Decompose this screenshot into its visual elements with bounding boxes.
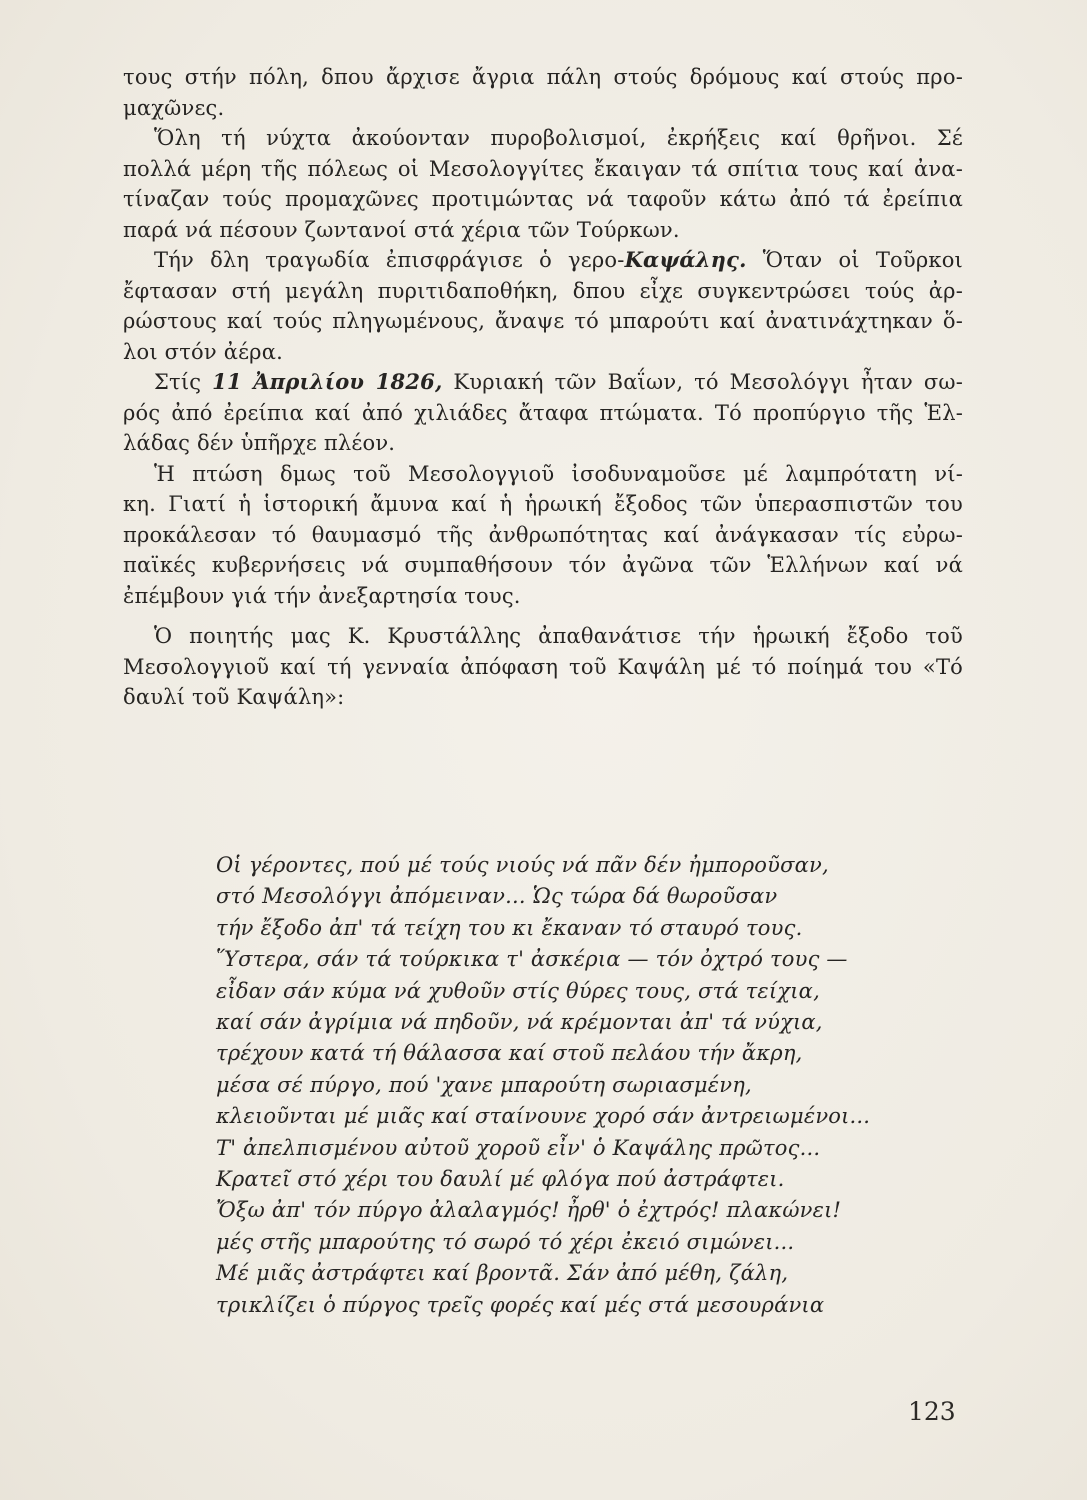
name-emphasis: Καψάλης.	[624, 247, 747, 272]
poem-line: Μέ μιᾶς ἀστράφτει καί βροντᾶ. Σάν ἀπό μέθη, ζάλη,	[216, 1261, 789, 1286]
prose-line: ρώστους καί τούς πληγωμένους, ἄναψε τό μπαρούτι καί ἀνατινάχτηκαν ὅ-	[123, 309, 963, 333]
prose-line: ρός ἀπό ἐρείπια καί ἀπό χιλιάδες ἄταφα πτώματα. Τό προπύργιο τῆς Ἑλ-	[123, 400, 963, 425]
prose-line: μαχῶνες.	[123, 95, 225, 120]
prose-line: προκάλεσαν τό θαυμασμό τῆς ἀνθρωπότητας καί ἀνάγκασαν τίς εὐρω-	[123, 522, 963, 547]
prose-line	[123, 245, 963, 276]
poem	[216, 850, 936, 1321]
poem-line: Κρατεῖ στό χέρι του δαυλί μέ φλόγα πού ἀστράφτει.	[216, 1167, 785, 1192]
text-run: Τήν δλη τραγωδία ἐπισφράγισε ὁ γερο-	[154, 248, 625, 272]
poem-line: καί σάν ἀγρίμια νά πηδοῦν, νά κρέμονται ἀπ' τά νύχια,	[216, 1010, 823, 1035]
page-number: 123	[908, 1397, 956, 1426]
prose-line: κη. Γιατί ἡ ἱστορική ἄμυνα καί ἡ ἡρωική ἔξοδος τῶν ὑπερασπιστῶν του	[123, 492, 963, 516]
prose-line: παρά νά πέσουν ζωντανοί στά χέρια τῶν Τούρκων.	[123, 217, 680, 242]
prose-line	[123, 367, 963, 398]
poem-line: στό Μεσολόγγι ἀπόμειναν... Ὡς τώρα δά θωροῦσαν	[216, 884, 778, 909]
prose-line: Ὁ ποιητής μας Κ. Κρυστάλλης ἀπαθανάτισε τήν ἡρωική ἔξοδο τοῦ	[154, 624, 963, 648]
poem-line: Ὄξω ἀπ' τόν πύργο ἀλαλαγμός! ἦρθ' ὁ ἐχτρός! πλακώνει!	[216, 1198, 842, 1223]
poem-line: εἶδαν σάν κύμα νά χυθοῦν στίς θύρες τους, στά τείχια,	[216, 978, 820, 1003]
poem-line: Οἱ γέροντες, πού μέ τούς νιούς νά πᾶν δέν ἠμποροῦσαν,	[216, 853, 829, 877]
prose-line: λάδας δέν ὑπῆρχε πλέον.	[123, 431, 396, 455]
prose-line: λοι στόν ἀέρα.	[123, 339, 283, 364]
poem-line: τήν ἔξοδο ἀπ' τά τείχη του κι ἔκαναν τό σταυρό τους.	[216, 915, 803, 940]
poem-line: τρέχουν κατά τή θάλασσα καί στοῦ πελάου τήν ἄκρη,	[216, 1041, 803, 1066]
poem-line: μέσα σέ πύργο, πού 'χανε μπαρούτη σωριασμένη,	[216, 1072, 752, 1097]
prose-line: Ὅλη τή νύχτα ἀκούονταν πυροβολισμοί, ἐκρήξεις καί θρῆνοι. Σέ	[154, 126, 963, 150]
text-run: Στίς	[154, 370, 213, 394]
prose-line: ἐπέμβουν γιά τήν ἀνεξαρτησία τους.	[123, 583, 521, 608]
text-run: Ὅταν οἱ Τοῦρκοι	[746, 248, 963, 272]
poem-line: κλειοῦνται μέ μιᾶς καί σταίνουνε χορό σάν ἀντρειωμένοι...	[216, 1104, 871, 1129]
poem-line: Τ' ἀπελπισμένου αὐτοῦ χοροῦ εἶν' ὁ Καψάλης πρῶτος...	[216, 1135, 821, 1160]
poem-line: μές στῆς μπαρούτης τό σωρό τό χέρι ἐκειό σιμώνει...	[216, 1229, 795, 1254]
poem-line: τρικλίζει ὁ πύργος τρεῖς φορές καί μές στά μεσουράνια	[216, 1292, 825, 1317]
prose-line: ἔφτασαν στή μεγάλη πυριτιδαποθήκη, δπου εἶχε συγκεντρώσει τούς ἀρ-	[123, 278, 963, 303]
prose-text	[123, 62, 963, 713]
prose-line: Μεσολογγιοῦ καί τή γενναία ἀπόφαση τοῦ Καψάλη μέ τό ποίημά του «Τό	[123, 654, 963, 679]
date-emphasis: 11 Ἀπριλίου 1826,	[212, 369, 443, 394]
prose-line: δαυλί τοῦ Καψάλη»:	[123, 685, 345, 709]
prose-line: πολλά μέρη τῆς πόλεως οἱ Μεσολογγίτες ἔκαιγαν τά σπίτια τους καί ἀνα-	[123, 156, 963, 181]
prose-line: τίναζαν τούς προμαχῶνες προτιμώντας νά ταφοῦν κάτω ἀπό τά ἐρείπια	[123, 187, 963, 211]
prose-line: Ἡ πτώση δμως τοῦ Μεσολογγιοῦ ἰσοδυναμοῦσε μέ λαμπρότατη νί-	[154, 461, 963, 486]
text-run: Κυριακή τῶν Βαΐων, τό Μεσολόγγι ἦταν σω-	[442, 370, 963, 394]
prose-line: παϊκές κυβερνήσεις νά συμπαθήσουν τόν ἀγῶνα τῶν Ἑλλήνων καί νά	[123, 553, 963, 577]
prose-line: τους στήν πόλη, δπου ἄρχισε ἄγρια πάλη στούς δρόμους καί στούς προ-	[123, 65, 963, 89]
poem-line: Ὕστερα, σάν τά τούρκικα τ' ἀσκέρια — τόν ὀχτρό τους —	[216, 947, 848, 972]
